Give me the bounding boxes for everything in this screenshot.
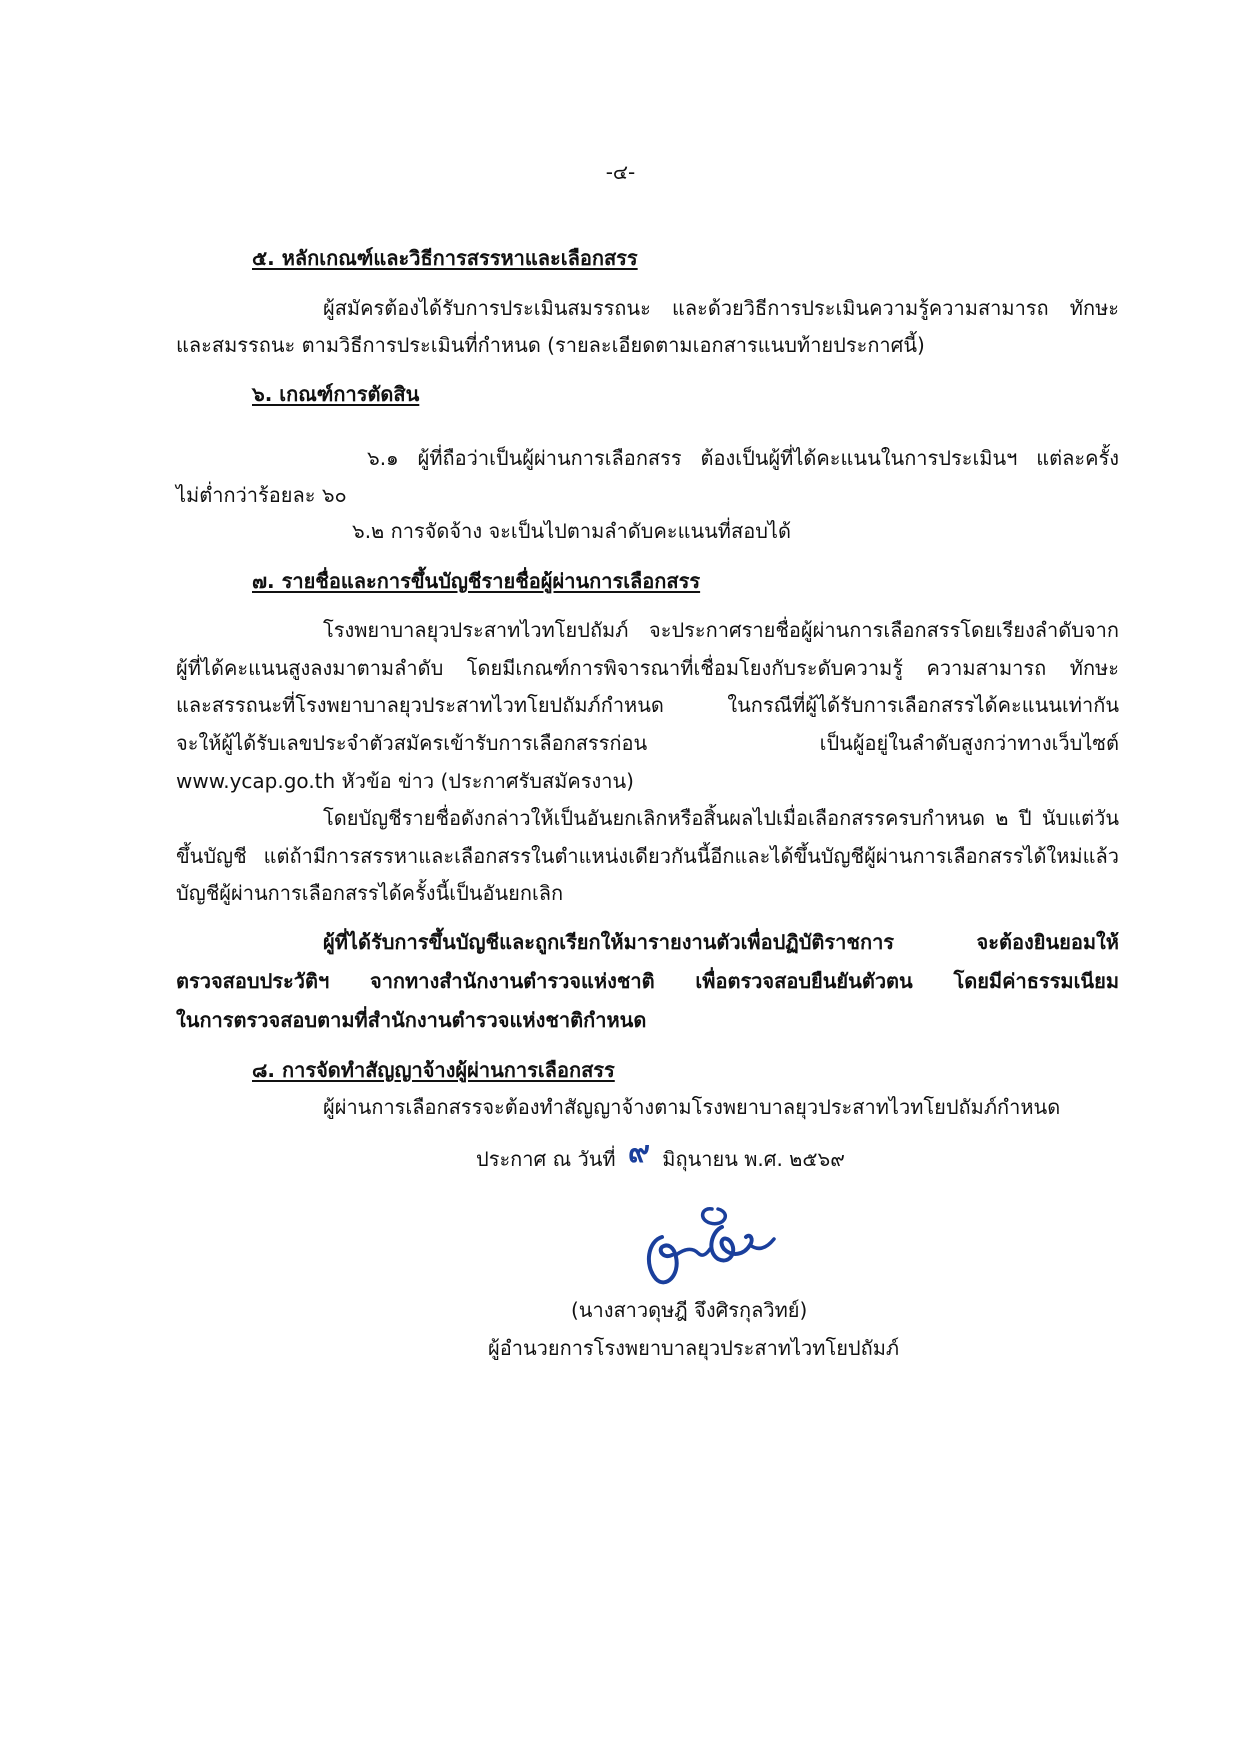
announcement-suffix: มิถุนายน พ.ศ. ๒๕๖๙ <box>662 1147 845 1171</box>
announcement-date <box>476 1135 845 1173</box>
section-7-paragraph-line: จะให้ผู้ได้รับเลขประจำตัวสมัครเข้ารับการเลือกสรรก่อน เป็นผู้อยู่ในลำดับสูงกว่าทางเว็บไซต์ <box>176 731 1119 755</box>
bold-notice-line: ตรวจสอบประวัติฯ จากทางสำนักงานตำรวจแห่งชาติ เพื่อตรวจสอบยืนยันตัวตน โดยมีค่าธรรมเนียม <box>176 969 1119 993</box>
section-7-paragraph-line: ขึ้นบัญชี แต่ถ้ามีการสรรหาและเลือกสรรในตำแหน่งเดียวกันนี้อีกและได้ขึ้นบัญชีผู้ผ่านการเลือกสรรได้ใหม่แล้ว <box>176 844 1119 868</box>
section-8-heading: ๘. การจัดทำสัญญาจ้างผู้ผ่านการเลือกสรร <box>252 1058 615 1082</box>
page-number: -๔- <box>605 160 636 184</box>
bold-notice-line: ในการตรวจสอบตามที่สำนักงานตำรวจแห่งชาติกำหนด <box>176 1008 647 1032</box>
announcement-day: ๙ <box>627 1135 650 1170</box>
signatory-name: (นางสาวดุษฎี จึงศิรกุลวิทย์) <box>571 1298 808 1322</box>
section-7-paragraph-line: และสรรถนะที่โรงพยาบาลยุวประสาทไวทโยปถัมภ์กำหนด ในกรณีที่ผู้ได้รับการเลือกสรรได้คะแนนเท่ากัน <box>176 693 1119 717</box>
section-7-paragraph-line: www.ycap.go.th หัวข้อ ข่าว (ประกาศรับสมัครงาน) <box>176 769 634 793</box>
section-5-line: ผู้สมัครต้องได้รับการประเมินสมรรถนะ และด้วยวิธีการประเมินความรู้ความสามารถ ทักษะ <box>323 296 1119 320</box>
bold-notice-line: ผู้ที่ได้รับการขึ้นบัญชีและถูกเรียกให้มารายงานตัวเพื่อปฏิบัติราชการ จะต้องยินยอมให้ <box>323 930 1119 954</box>
section-7-heading: ๗. รายชื่อและการขึ้นบัญชีรายชื่อผู้ผ่านการเลือกสรร <box>252 569 701 593</box>
section-6-line: ๖.๑ ผู้ที่ถือว่าเป็นผู้ผ่านการเลือกสรร ต้องเป็นผู้ที่ได้คะแนนในการประเมินฯ แต่ละครั้ง <box>367 446 1119 470</box>
section-5-heading: ๕. หลักเกณฑ์และวิธีการสรรหาและเลือกสรร <box>252 246 638 270</box>
section-7-paragraph-line: ผู้ที่ได้คะแนนสูงลงมาตามลำดับ โดยมีเกณฑ์การพิจารณาที่เชื่อมโยงกับระดับความรู้ ความสามารถ ทักษะ <box>176 656 1119 680</box>
section-7-paragraph-line: บัญชีผู้ผ่านการเลือกสรรได้ครั้งนี้เป็นอันยกเลิก <box>176 881 564 905</box>
handwritten-signature <box>640 1203 785 1293</box>
section-6-line: ไม่ต่ำกว่าร้อยละ ๖๐ <box>176 483 347 507</box>
section-7-paragraph-line: โดยบัญชีรายชื่อดังกล่าวให้เป็นอันยกเลิกหรือสิ้นผลไปเมื่อเลือกสรรครบกำหนด ๒ ปี นับแต่วัน <box>323 806 1119 830</box>
section-6-heading: ๖. เกณฑ์การตัดสิน <box>252 382 420 406</box>
signatory-position: ผู้อำนวยการโรงพยาบาลยุวประสาทไวทโยปถัมภ์ <box>488 1336 900 1360</box>
section-8-line: ผู้ผ่านการเลือกสรรจะต้องทำสัญญาจ้างตามโรงพยาบาลยุวประสาทไวทโยปถัมภ์กำหนด <box>323 1095 1061 1119</box>
section-5-line: และสมรรถนะ ตามวิธีการประเมินที่กำหนด (รายละเอียดตามเอกสารแนบท้ายประกาศนี้) <box>176 333 925 357</box>
section-7-paragraph-line: โรงพยาบาลยุวประสาทไวทโยปถัมภ์ จะประกาศรายชื่อผู้ผ่านการเลือกสรรโดยเรียงลำดับจาก <box>323 618 1119 642</box>
section-6-line: ๖.๒ การจัดจ้าง จะเป็นไปตามลำดับคะแนนที่สอบได้ <box>352 519 791 543</box>
announcement-prefix: ประกาศ ณ วันที่ <box>476 1147 616 1171</box>
